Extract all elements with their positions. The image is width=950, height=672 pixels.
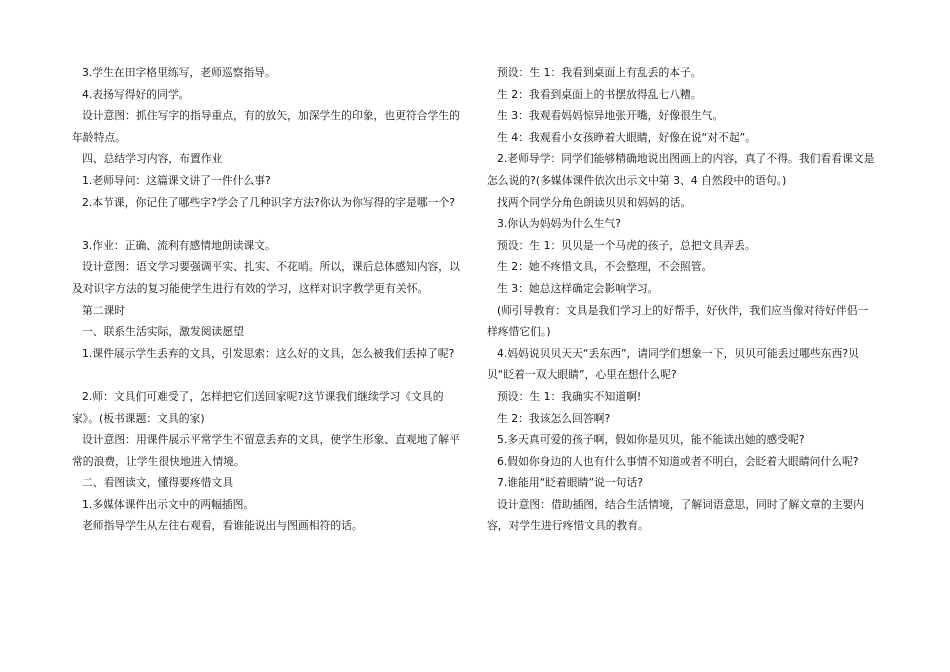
- paragraph: 2.师：文具们可难受了，怎样把它们送回家呢?这节课我们继续学习《文具的家》。(板书课题：文具的家): [72, 389, 444, 425]
- paragraph: 设计意图：借助插图，结合生活情境，了解词语意思，同时了解文章的主要内容，对学生进行疼惜文具的教育。: [487, 497, 865, 533]
- paragraph: 2.老师导学：同学们能够精确地说出图画上的内容，真了不得。我们看看课文是怎么说的?(多媒体课件依次出示文中第 3、4 自然段中的语句。): [487, 152, 875, 187]
- paragraph: 设计意图：用课件展示平常学生不留意丢弃的文具，使学生形象、直观地了解平常的浪费，让学生很快地进入情境。: [72, 433, 460, 468]
- paragraph: 1.课件展示学生丢弃的文具，引发思索：这么好的文具，怎么被我们丢掉了呢?: [82, 346, 455, 360]
- section-heading: 一、联系生活实际，激发阅读愿望: [82, 325, 244, 339]
- paragraph: 3.学生在田字格里练写，老师巡察指导。: [82, 66, 276, 79]
- paragraph: 预设：生 1：我确实不知道啊!: [497, 389, 642, 403]
- paragraph: 生 2：她不疼惜文具，不会整理，不会照管。: [497, 260, 713, 274]
- paragraph: 老师指导学生从左往右观看，看谁能说出与图画相符的话。: [82, 519, 363, 533]
- paragraph: 设计意图：语文学习要强调平实、扎实、不花哨。所以，课后总体感知内容，以及对识字方法的复习能使学生进行有效的学习，这样对识字教学更有关怀。: [72, 260, 460, 295]
- paragraph: 生 2：我看到桌面上的书摆放得乱七八糟。: [497, 87, 702, 101]
- paragraph: 生 3：我观看妈妈惊异地张开嘴，好像很生气。: [497, 109, 724, 123]
- paragraph: 预设：生 1：贝贝是一个马虎的孩子，总把文具弄丢。: [497, 238, 756, 252]
- section-heading: 二、看图读文，懂得要疼惜文具: [82, 476, 234, 490]
- paragraph: 设计意图：抓住写字的指导重点，有的放矢，加深学生的印象，也更符合学生的年龄特点。: [72, 109, 460, 144]
- paragraph: 5.多天真可爱的孩子啊，假如你是贝贝，能不能读出她的感受呢?: [497, 433, 805, 447]
- paragraph: 7.谁能用“眨着眼睛”说一句话?: [497, 476, 643, 490]
- paragraph: (师引导教育：文具是我们学习上的好帮手，好伙伴，我们应当像对待好伴侣一样疼惜它们。): [487, 303, 869, 339]
- paragraph: 生 4：我观看小女孩睁着大眼睛，好像在说“对不起”。: [497, 130, 757, 144]
- paragraph: 找两个同学分角色朗读贝贝和妈妈的话。: [497, 195, 692, 209]
- paragraph: 3.作业：正确、流利有感情地朗读课文。: [82, 238, 276, 252]
- blank-line: [72, 364, 464, 386]
- paragraph: 4.表扬写得好的同学。: [82, 87, 190, 101]
- paragraph: 2.本节课，你记住了哪些字?学会了几种识字方法?你认为你写得的字是哪一个?: [82, 195, 455, 209]
- paragraph: 预设：生 1：我看到桌面上有乱丢的本子。: [497, 66, 702, 79]
- paragraph: 生 2：我该怎么回答啊?: [497, 411, 611, 425]
- paragraph: 4.妈妈说贝贝天天“丢东西”，请同学们想象一下，贝贝可能丢过哪些东西?贝贝“眨着一双大眼睛”，心里在想什么呢?: [487, 346, 859, 382]
- right-column: [487, 62, 879, 537]
- section-heading: 四、总结学习内容，布置作业: [82, 152, 223, 166]
- paragraph: 3.你认为妈妈为什么生气?: [497, 217, 621, 231]
- paragraph: 1.多媒体课件出示文中的两幅插图。: [82, 497, 255, 511]
- left-column: [72, 62, 464, 537]
- section-heading: 第二课时: [82, 303, 126, 317]
- paragraph: 生 3：她总这样确定会影响学习。: [497, 281, 659, 295]
- paragraph: 6.假如你身边的人也有什么事情不知道或者不明白，会眨着大眼睛问什么呢?: [497, 454, 859, 468]
- blank-line: [72, 213, 464, 235]
- paragraph: 1.老师导问：这篇课文讲了一件什么事?: [82, 173, 271, 187]
